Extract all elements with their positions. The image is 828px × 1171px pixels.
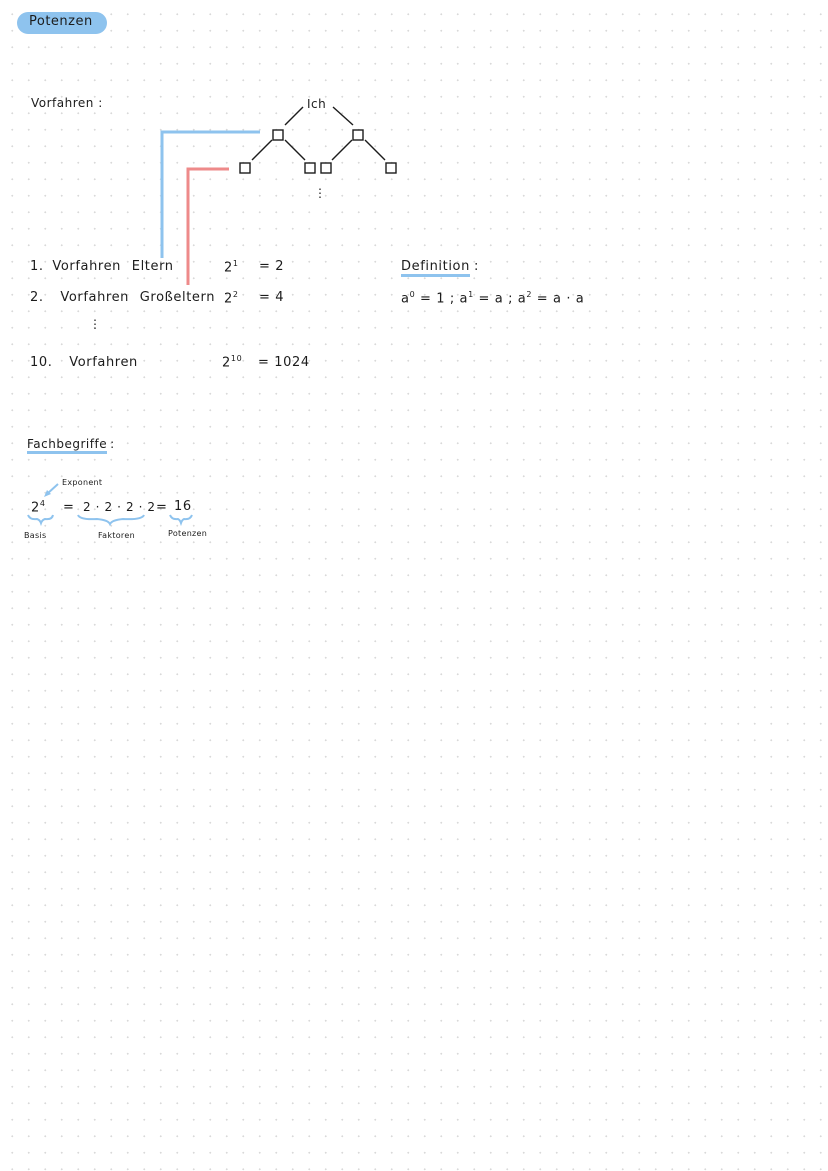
ancestors-label: Vorfahren : — [31, 96, 103, 110]
basis-label: Basis — [24, 531, 47, 540]
definition-formula: $a^0 = 1$ ; $a^1 = a$ ; $a^2 = a \cdot a$ — [401, 290, 585, 307]
row-2-result: = 4 — [259, 290, 285, 305]
example-power: $2^4$ — [31, 499, 46, 516]
example-equals-1: = — [63, 500, 75, 515]
power-label: Potenzen — [168, 529, 208, 538]
page-title: Potenzen — [29, 14, 93, 29]
row-word: Vorfahren — [69, 355, 138, 370]
terms-annotation-marks — [0, 0, 828, 560]
row-10-result: = 1024 — [258, 355, 310, 370]
terms-heading: Fachbegriffe : — [27, 437, 115, 451]
factors-brace — [78, 515, 144, 524]
row-word: Vorfahren — [60, 290, 130, 305]
row-number: 2. — [30, 290, 44, 305]
row-1-result: = 2 — [259, 259, 285, 274]
example-factors: 2 · 2 · 2 · 2 — [83, 500, 156, 514]
example-result: 16 — [174, 499, 192, 514]
basis-brace — [28, 515, 53, 523]
rows-ellipsis: ⋮ — [89, 317, 102, 331]
row-relation: Großeltern — [139, 290, 216, 305]
row-10-power: $2^{10}$ — [222, 354, 243, 371]
power-brace — [170, 515, 192, 523]
factors-label: Faktoren — [98, 531, 135, 540]
definition-heading: Definition : — [401, 259, 479, 274]
exponent-label: Exponent — [62, 478, 103, 487]
row-1-power: $2^1$ — [224, 259, 239, 276]
row-word: Vorfahren — [52, 259, 122, 274]
row-2-power: $2^2$ — [224, 290, 239, 307]
tree-ellipsis: ⋮ — [314, 186, 327, 200]
row-relation: Eltern — [131, 259, 174, 274]
example-equals-2: = — [156, 500, 168, 515]
row-number: 10. — [30, 355, 53, 370]
tree-root-label: Ich — [307, 97, 327, 111]
row-number: 1. — [30, 259, 44, 274]
